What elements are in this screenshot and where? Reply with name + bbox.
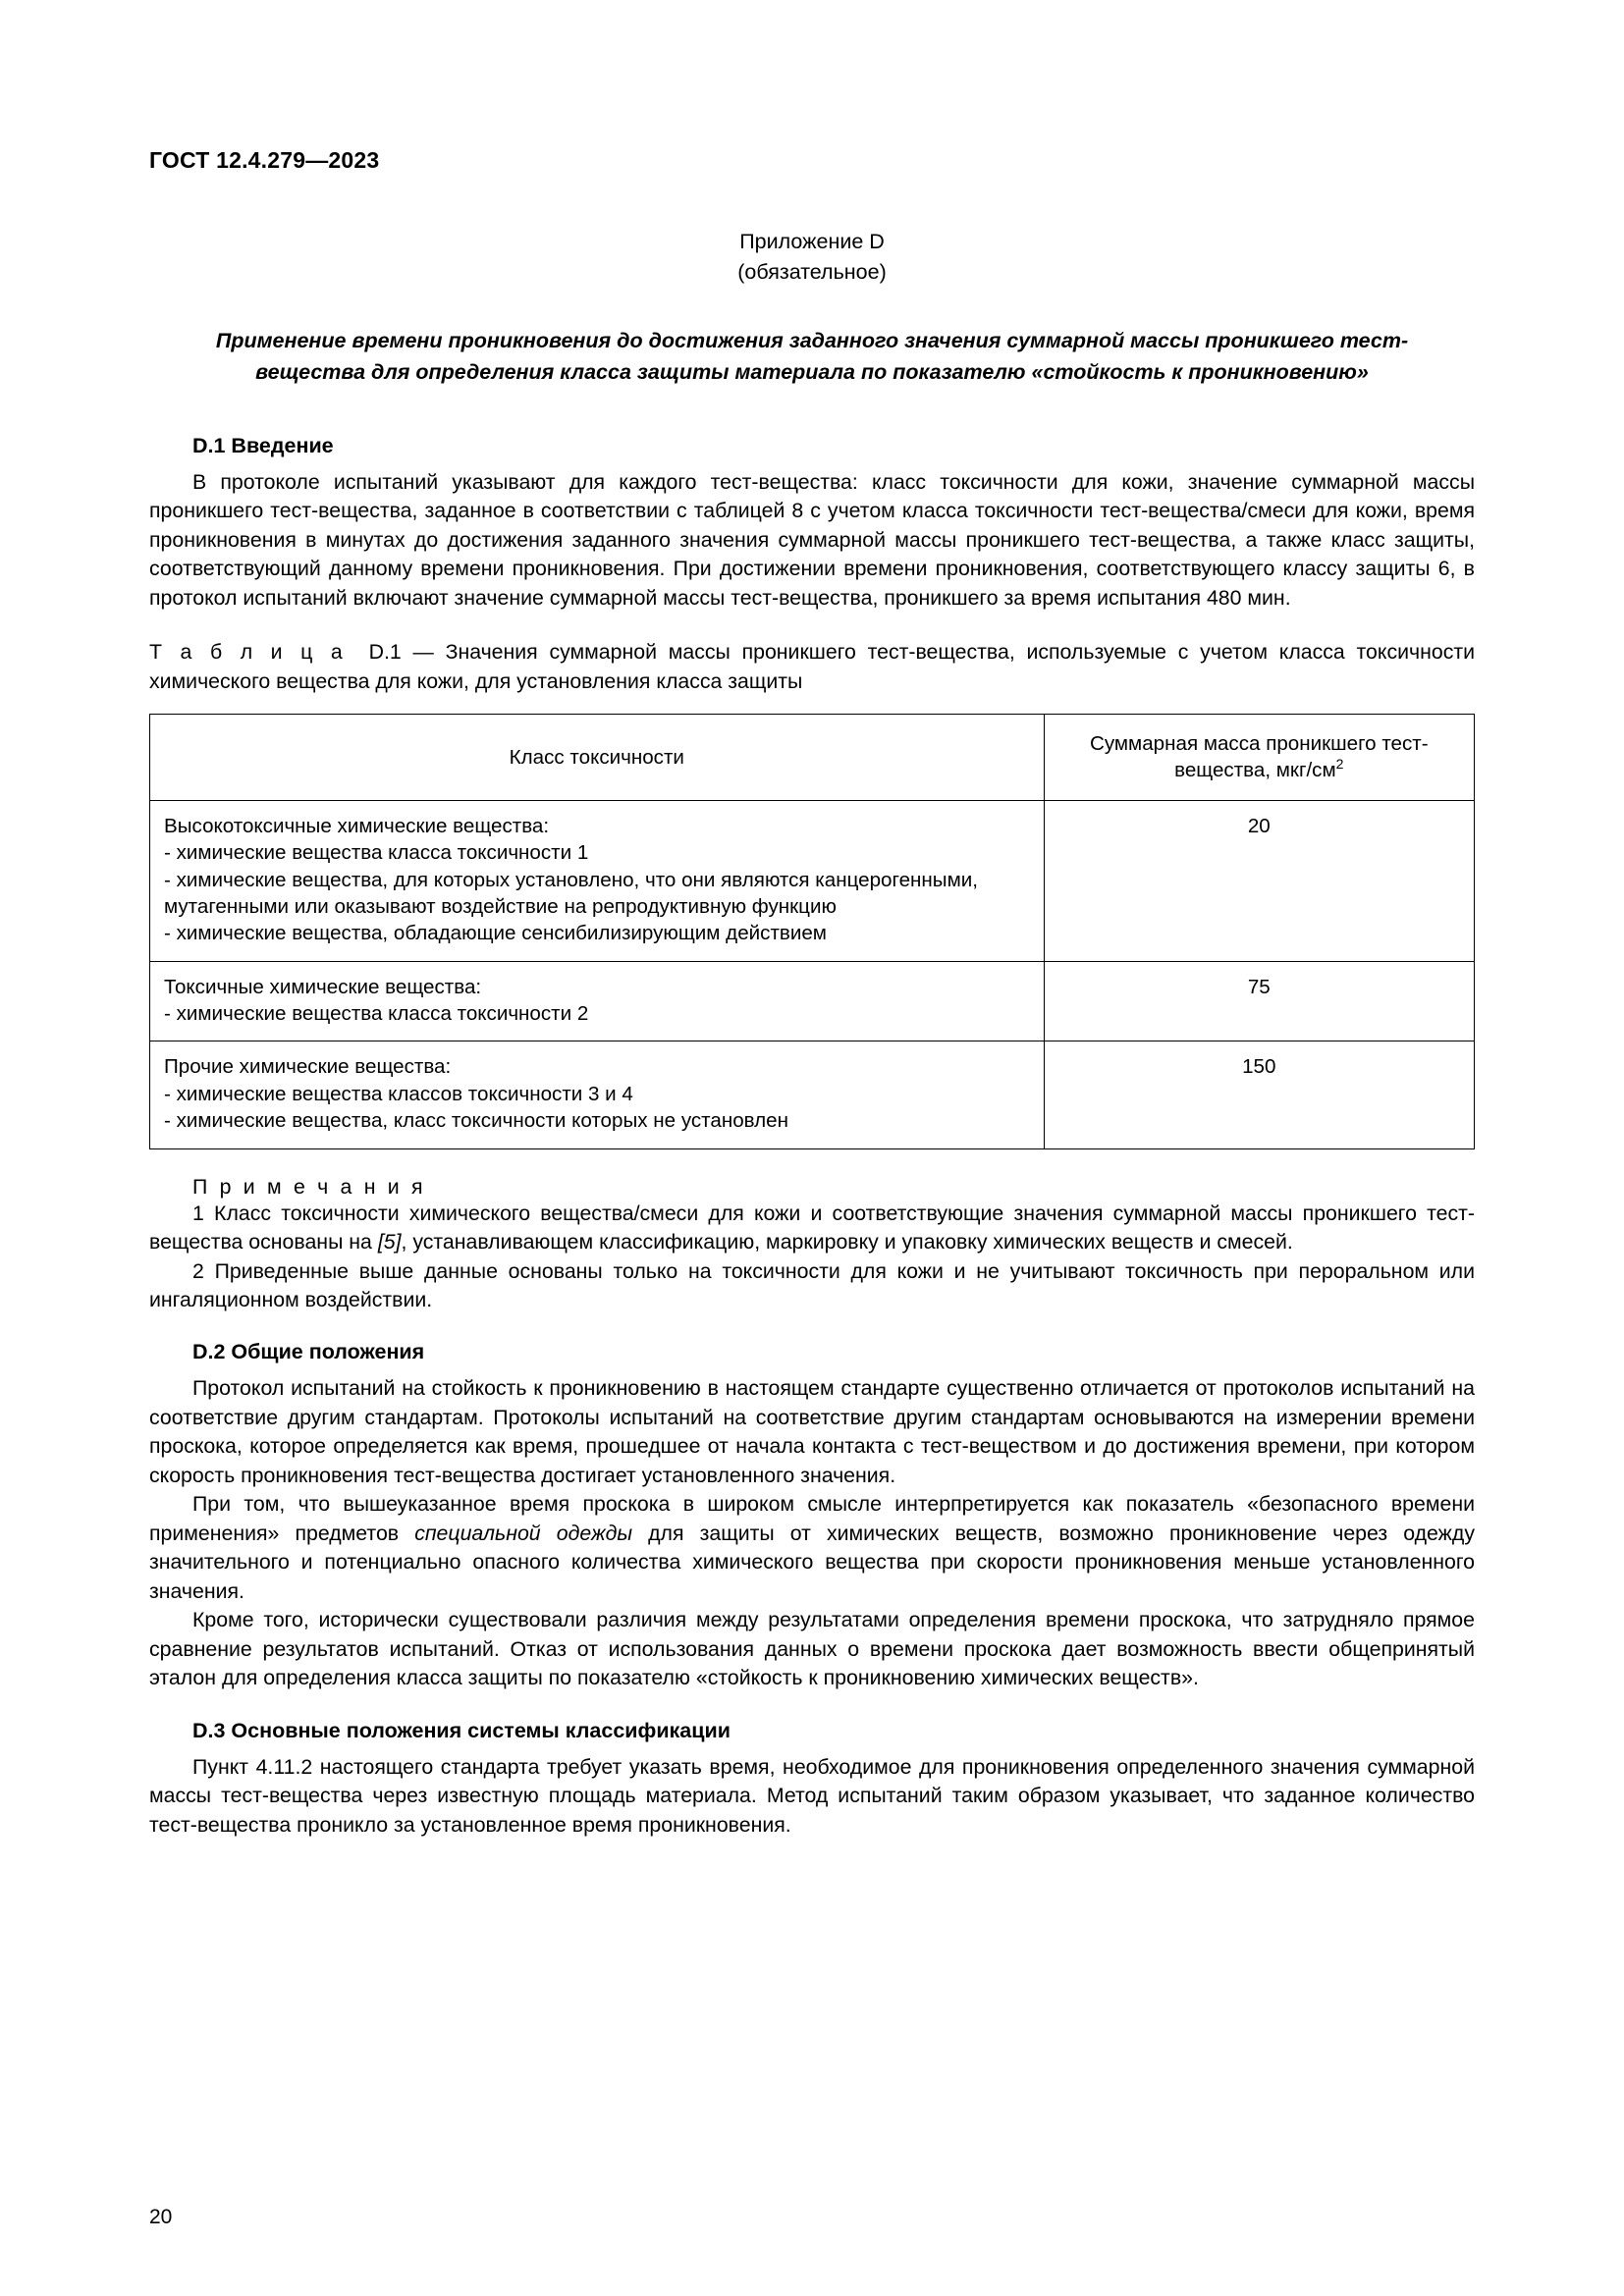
toxicity-class-table [149,714,1475,1149]
table-cell-description [150,1041,1045,1148]
table-header-cell-class: Класс токсичности [150,715,1045,801]
table-cell-line: - химические вещества класса токсичности 2 [164,1002,589,1026]
table-cell-line: - химические вещества, обладающие сенсибилизирующим действием [164,922,827,945]
annex-label: Приложение D [739,230,885,253]
page-number: 20 [149,2206,173,2228]
table-cell-value: 75 [1044,961,1474,1041]
notes-title: П р и м е ч а н и я [192,1174,426,1199]
table-row [150,800,1475,961]
note-1-text-b: , устанавливающем классификацию, маркировку и упаковку химических веществ и смесей. [401,1230,1293,1255]
table-row [150,1041,1475,1148]
section-d2-heading: D.2 Общие положения [192,1340,425,1364]
table-cell-line: Токсичные химические вещества: [164,975,482,998]
note-1-reference: [5] [377,1230,402,1255]
table-caption-label: Т а б л и ц а [149,640,347,665]
section-d2-paragraph-3: Кроме того, исторически существовали различия между результатами определения времени проскока, что затрудняло прямое сравнение результатов испытаний. Отказ от использования данных о времени проскока дает возможность ввести общепринятый эталон для определения класса защиты по показателю «стойкость к проникновению химических веществ». [149,1608,1475,1690]
table-cell-value: 20 [1044,800,1474,961]
table-cell-line: - химические вещества, класс токсичности которых не установлен [164,1109,788,1133]
table-row [150,961,1475,1041]
table-caption [149,638,1475,696]
annex-mandatory-note: (обязательное) [737,259,887,284]
section-d2-paragraph-2 [149,1490,1475,1606]
table-caption-number: D.1 [368,640,402,665]
table-cell-description [150,961,1045,1041]
document-header: ГОСТ 12.4.279—2023 [149,147,380,173]
table-cell-value: 150 [1044,1041,1474,1148]
section-d1-paragraph: В протоколе испытаний указывают для каждого тест-вещества: класс токсичности для кожи, значение суммарной массы проникшего тест-вещества, заданное в соответствии с таблицей 8 с учетом класса токсичности тест-вещества/смеси для кожи, время проникновения в минутах до достижения заданного значения суммарной массы проникшего тест-вещества, а также класс защиты, соответствующий данному времени проникновения. При достижении времени проникновения, соответствующего классу защиты 6, в протокол испытаний включают значение суммарной массы тест-вещества, проникшего за время испытания 480 мин. [149,469,1475,610]
section-d2-p2-text-a: При том, что вышеуказанное время проскока в широком смысле интерпретируется как показатель «безопасного времени применения» предметов [149,1492,1475,1545]
section-d2-p2-text-b: для защиты от химических веществ, возможно проникновение через одежду значительного и потенциально опасного количества химического вещества при скорости проникновения меньше установленного значения. [149,1521,1475,1603]
note-1-text-a: 1 Класс токсичности химического вещества/смеси для кожи и соответствующие значения суммарной массы проникшего тест-вещества основаны на [149,1201,1475,1255]
table-header-mass-sup: 2 [1335,756,1344,773]
table-cell-line: Высокотоксичные химические вещества: [164,814,550,837]
table-header-cell-mass [1044,715,1474,801]
section-d2-paragraph-1: Протокол испытаний на стойкость к проникновению в настоящем стандарте существенно отличается от протоколов испытаний на соответствие другим стандартам. Протоколы испытаний на соответствие другим стандартам основываются на измерении времени проскока, которое определяется как время, прошедшее от начала контакта с тест-веществом и до достижения времени, при котором скорость проникновения тест-вещества достигает установленного значения. [149,1376,1475,1487]
annex-label-block [149,227,1475,287]
section-d3-heading: D.3 Основные положения системы классификации [192,1718,731,1742]
table-cell-line: - химические вещества, для которых установлено, что они являются канцерогенными, мутагенными или оказывают воздействие на репродуктивную функцию [164,868,978,918]
annex-title: Применение времени проникновения до достижения заданного значения суммарной массы проникшего тест-вещества для определения класса защиты материала по показателю «стойкость к проникновению» [215,329,1409,384]
table-cell-line: - химические вещества класса токсичности 1 [164,841,589,865]
section-d2-p2-italic: специальной одежды [414,1521,633,1545]
table-cell-line: Прочие химические вещества: [164,1055,452,1079]
section-d3-paragraph: Пункт 4.11.2 настоящего стандарта требует указать время, необходимое для проникновения определенного значения суммарной массы тест-вещества через известную площадь материала. Метод испытаний таким образом указывает, что заданное количество тест-вещества проникло за установленное время проникновения. [149,1754,1475,1837]
note-2: 2 Приведенные выше данные основаны только на токсичности для кожи и не учитывают токсичность при пероральном или ингаляционном воздействии. [149,1258,1475,1311]
table-header-mass-text: Суммарная масса проникшего тест-вещества, мкг/см [1089,732,1429,782]
table-cell-line: - химические вещества классов токсичности 3 и 4 [164,1082,633,1105]
section-d1-heading: D.1 Введение [192,433,334,457]
note-1 [149,1200,1475,1257]
table-cell-description [150,800,1045,961]
table-header-row [150,715,1475,801]
table-caption-text: — Значения суммарной массы проникшего тест-вещества, используемые с учетом класса токсичности химического вещества для кожи, для установления класса защиты [149,640,1475,693]
